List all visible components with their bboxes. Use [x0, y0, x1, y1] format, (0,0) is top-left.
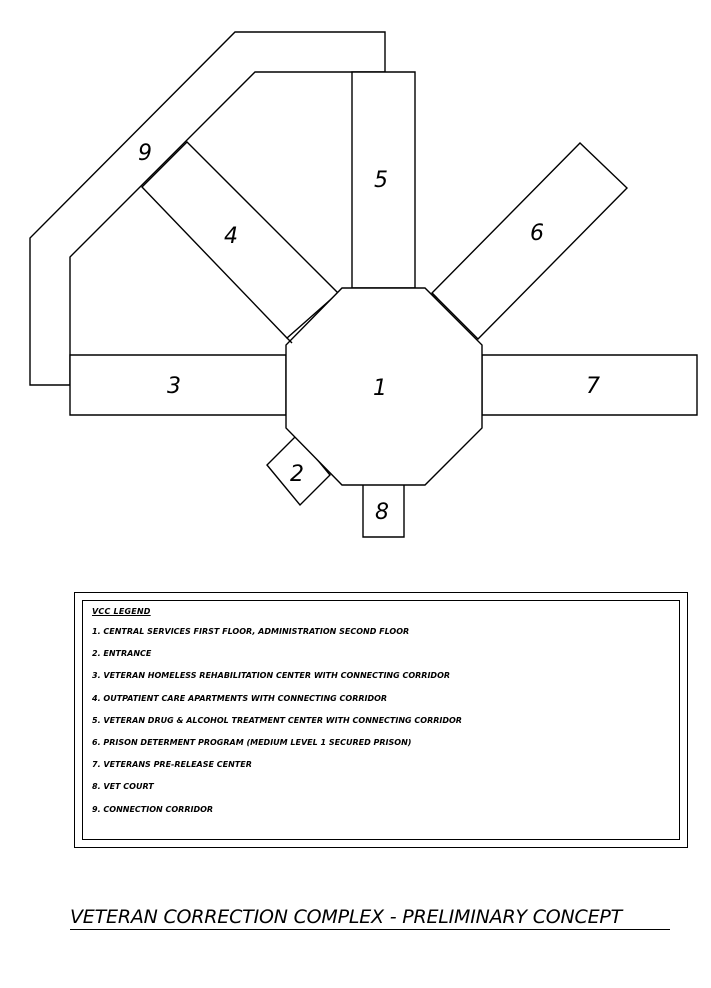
label-7: 7	[586, 374, 600, 399]
label-4: 4	[224, 224, 238, 249]
building-4-outpatient-apartments	[142, 142, 338, 338]
legend-item: 8. VET COURT	[92, 782, 154, 792]
legend-item: 2. ENTRANCE	[92, 649, 152, 659]
label-2: 2	[290, 462, 304, 487]
legend-inner-frame	[82, 600, 680, 840]
label-5: 5	[374, 168, 388, 193]
legend-item: 4. OUTPATIENT CARE APARTMENTS WITH CONNECTING CORRIDOR	[92, 693, 388, 703]
page-title: VETERAN CORRECTION COMPLEX - PRELIMINARY CONCEPT	[70, 906, 670, 930]
legend-box	[74, 592, 688, 848]
legend-item: 7. VETERANS PRE-RELEASE CENTER	[92, 760, 252, 770]
label-9: 9	[138, 141, 152, 166]
legend-list	[92, 627, 679, 815]
label-6: 6	[530, 221, 544, 246]
legend-title: VCC LEGEND	[92, 607, 151, 616]
legend-item: 3. VETERAN HOMELESS REHABILITATION CENTER WITH CONNECTING CORRIDOR	[92, 671, 451, 681]
legend-item: 6. PRISON DETERMENT PROGRAM (MEDIUM LEVEL 1 SECURED PRISON)	[92, 737, 412, 747]
legend-item: 5. VETERAN DRUG & ALCOHOL TREATMENT CENTER WITH CONNECTING CORRIDOR	[92, 715, 462, 725]
legend-item: 9. CONNECTION CORRIDOR	[92, 804, 214, 814]
label-1: 1	[373, 376, 387, 401]
legend-item: 1. CENTRAL SERVICES FIRST FLOOR, ADMINISTRATION SECOND FLOOR	[92, 627, 410, 636]
label-8: 8	[375, 500, 389, 525]
label-3: 3	[167, 374, 181, 399]
